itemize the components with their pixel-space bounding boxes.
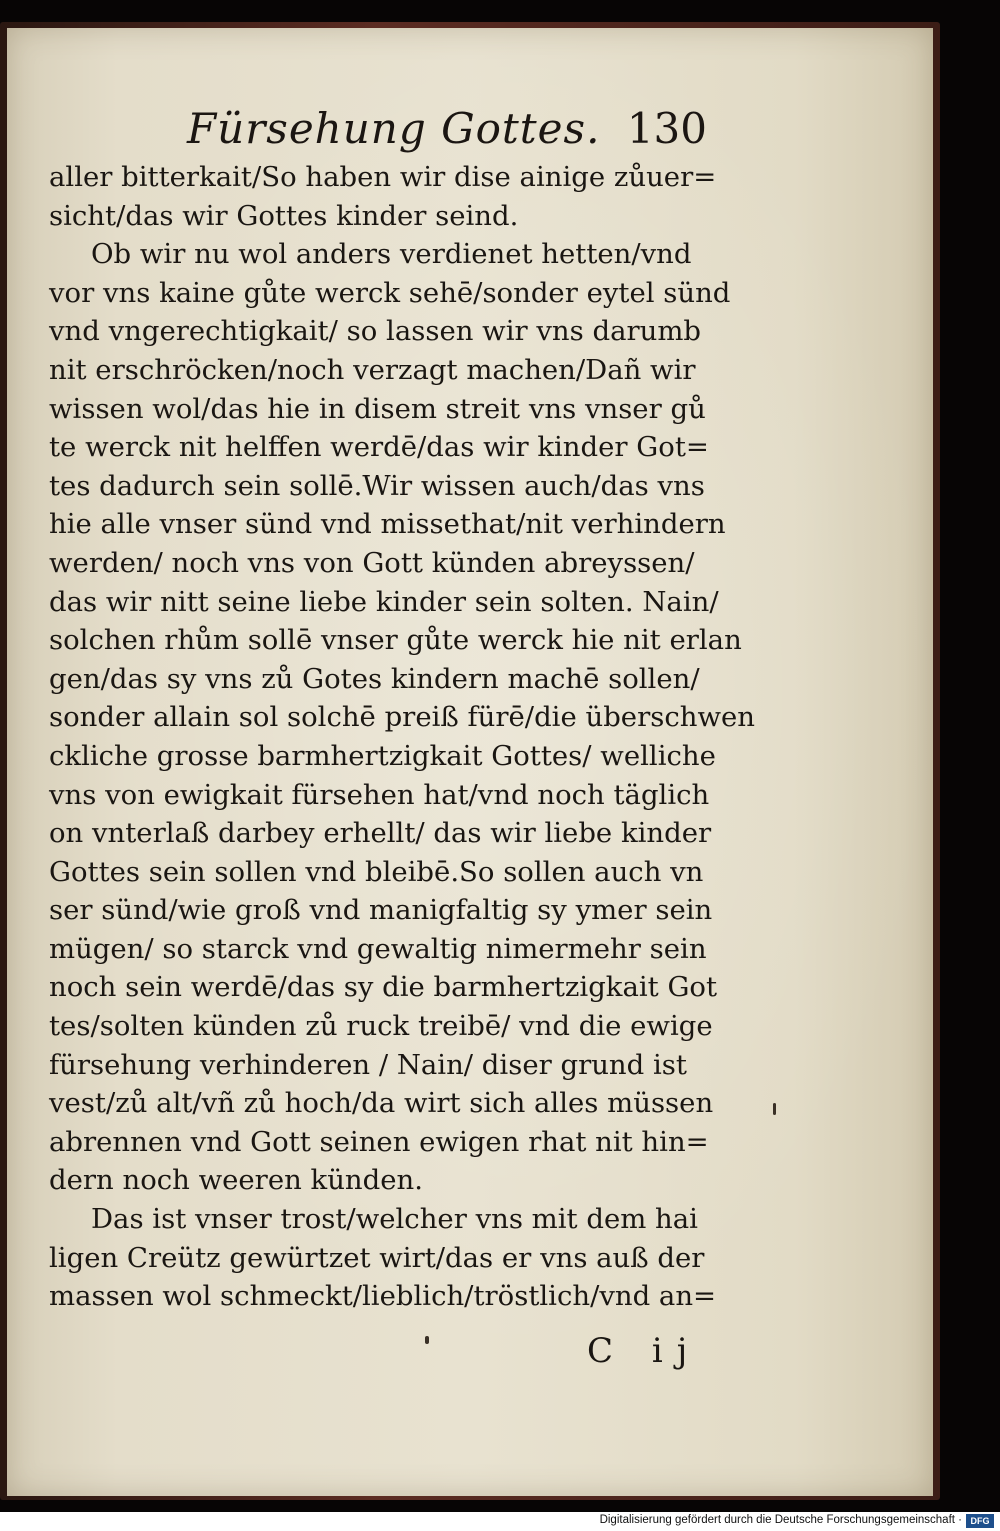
text-line: vor vns kaine gůte werck sehē/sonder eytel sünd (49, 276, 731, 309)
text-line: aller bitterkait/So haben wir dise ainige zůuer= (49, 161, 717, 193)
text-line: vnd vngerechtigkait/ so lassen wir vns darumb (49, 315, 702, 348)
book-page (7, 28, 933, 1496)
text-line: on vnterlaß darbey erhellt/ das wir liebe kinder (49, 817, 712, 850)
running-head-title: Fürsehung Gottes. (187, 104, 601, 153)
text-line: te werck nit helffen werdē/das wir kinder Got= (49, 431, 709, 464)
signature-mark: C ij (587, 1331, 702, 1371)
text-line: noch sein werdē/das sy die barmhertzigkait Got (49, 971, 718, 1004)
text-line: nit erschröcken/noch verzagt machen/Dañ wir (49, 353, 696, 386)
text-line: ligen Creütz gewürtzet wirt/das er vns auß der (49, 1241, 705, 1274)
text-line: dern noch weeren künden. (49, 1164, 423, 1197)
text-line: ckliche grosse barmhertzigkait Gottes/ welliche (49, 739, 716, 772)
text-line: vns von ewigkait fürsehen hat/vnd noch täglich (49, 778, 710, 811)
text-line: sicht/das wir Gottes kinder seind. (49, 199, 519, 232)
ink-speck (773, 1103, 776, 1115)
text-line: sonder allain sol solchē preiß fürē/die überschwen (49, 701, 755, 734)
text-line: vest/zů alt/vñ zů hoch/da wirt sich alles müssen (49, 1087, 714, 1120)
text-line: tes/solten künden zů ruck treibē/ vnd die ewige (49, 1010, 713, 1043)
text-line: abrennen vnd Gott seinen ewigen rhat nit hin= (49, 1125, 709, 1158)
text-line: ser sünd/wie groß vnd manigfaltig sy ymer sein (49, 894, 713, 927)
text-line: gen/das sy vns zů Gotes kindern machē sollen/ (49, 662, 700, 695)
text-line: tes dadurch sein sollē.Wir wissen auch/das vns (49, 469, 705, 502)
page-number: 130 (626, 104, 707, 153)
text-line: werden/ noch vns von Gott künden abreyssen/ (49, 546, 695, 579)
footer-bar (0, 1512, 1000, 1531)
ink-speck (425, 1336, 429, 1344)
text-line: Das ist vnser trost/welcher vns mit dem hai (91, 1203, 698, 1236)
funding-credit: Digitalisierung gefördert durch die Deutsche Forschungsgemeinschaft · (599, 1514, 962, 1526)
text-line: Ob wir nu wol anders verdienet hetten/vnd (91, 238, 692, 271)
text-line: Gottes sein sollen vnd bleibē.So sollen auch vn (49, 855, 704, 888)
text-line: das wir nitt seine liebe kinder sein solten. Nain/ (49, 585, 719, 618)
dfg-logo-icon: DFG (966, 1514, 994, 1528)
running-head (177, 96, 717, 166)
text-line: fürsehung verhinderen / Nain/ diser grund ist (49, 1048, 687, 1081)
text-line: solchen rhům sollē vnser gůte werck hie nit erlan (49, 624, 742, 657)
body-text (49, 158, 779, 1316)
text-line: massen wol schmeckt/lieblich/tröstlich/vnd an= (49, 1280, 717, 1313)
text-line: hie alle vnser sünd vnd missethat/nit verhindern (49, 508, 726, 541)
text-line: wissen wol/das hie in disem streit vns vnser gů (49, 392, 706, 425)
text-line: mügen/ so starck vnd gewaltig nimermehr sein (49, 932, 707, 965)
